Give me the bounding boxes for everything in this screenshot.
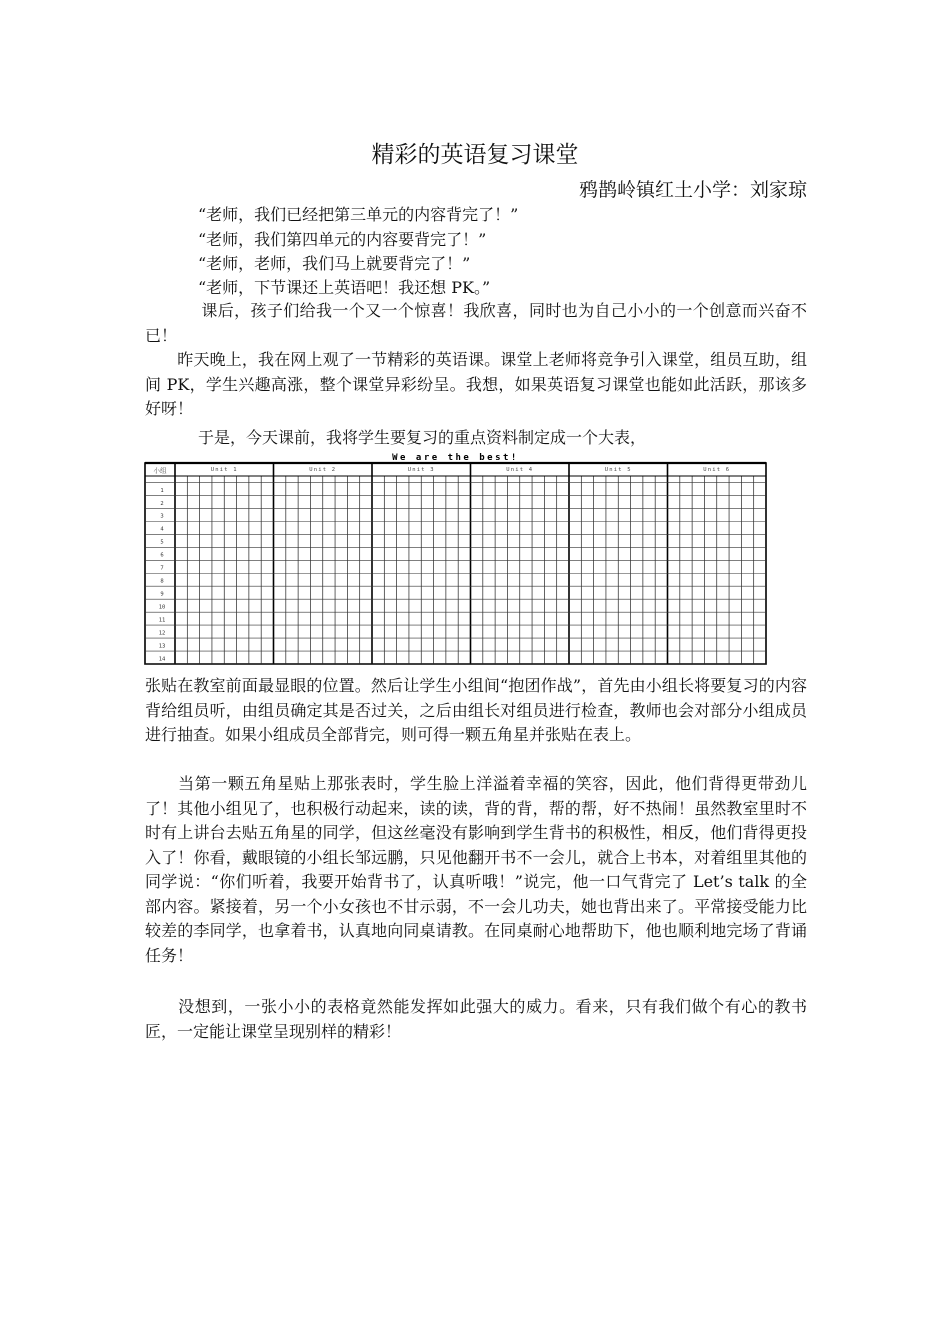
author-line: 鸦鹊岭镇红土小学：刘家琼 [578, 179, 807, 201]
paragraph-2: 昨天晚上，我在网上观了一节精彩的英语课。课堂上老师将竞争引入课堂，组员互助，组间 PK，学生兴趣高涨，整个课堂异彩纷呈。我想，如果英语复习课堂也能如此活跃，那该多好呀！ [145, 350, 807, 418]
row-label: 8 [160, 578, 164, 585]
paragraph-6: 没想到，一张小小的表格竟然能发挥如此强大的威力。看来，只有我们做个有心的教书匠，一定能让课堂呈现别样的精彩！ [145, 997, 807, 1041]
paragraph-1: 课后，孩子们给我一个又一个惊喜！我欣喜，同时也为自己小小的一个创意而兴奋不已！ [145, 301, 807, 345]
row-label: 10 [158, 604, 166, 611]
unit-header: Unit 4 [506, 467, 534, 473]
row-label: 1 [160, 487, 164, 494]
row-label: 7 [160, 565, 164, 572]
unit-header: Unit 3 [407, 467, 435, 473]
row-label: 9 [160, 591, 164, 598]
chart-title: We are the best! [392, 453, 519, 463]
chart-frame [145, 463, 766, 664]
quote-1: “老师，我们已经把第三单元的内容背完了！” [198, 205, 519, 224]
paragraph-5: 当第一颗五角星贴上那张表时，学生脸上洋溢着幸福的笑容，因此，他们背得更带劲儿了！其他小组见了，也积极行动起来，读的读，背的背，帮的帮，好不热闹！虽然教室里时不时有上讲台去贴五角星的同学，但这丝毫没有影响到学生背书的积极性，相反，他们背得更投入了！你看，戴眼镜的小组长邹远鹏，只见他翻开书不一会儿，就合上书本，对着组里其他的同学说：“你们听着，我要开始背书了，认真听哦！”说完，他一口气背完了 Let’s talk 的全部内容。紧接着，另一个小女孩也不甘示弱，不一会儿功夫，她也背出来了。平常接受能力比较差的李同学，也拿着书，认真地向同桌请教。在同桌耐心地帮助下，他也顺利地完场了背诵任务！ [145, 774, 807, 965]
quote-4: “老师，下节课还上英语吧！我还想 PK。” [198, 278, 491, 297]
unit-header: Unit 6 [703, 467, 731, 473]
paragraph-3: 于是，今天课前，我将学生要复习的重点资料制定成一个大表， [198, 428, 647, 447]
paragraph-4: 张贴在教室前面最显眼的位置。然后让学生小组间“抱团作战”，首先由小组长将要复习的内容背给组员听，由组员确定其是否过关，之后由组长对组员进行检查，教师也会对部分小组成员进行抽查。如果小组成员全部背完，则可得一颗五角星并张贴在表上。 [145, 676, 807, 744]
quote-3: “老师，老师，我们马上就要背完了！” [198, 254, 471, 273]
row-label: 2 [160, 500, 164, 507]
group-header: 小组 [153, 466, 167, 475]
row-label: 11 [158, 617, 166, 624]
review-chart [143, 450, 768, 667]
row-label: 4 [160, 526, 164, 533]
article-title: 精彩的英语复习课堂 [371, 142, 579, 168]
quote-2: “老师，我们第四单元的内容要背完了！” [198, 230, 487, 249]
row-label: 6 [160, 552, 164, 559]
row-label: 5 [160, 539, 164, 546]
row-label: 3 [160, 513, 164, 520]
unit-header: Unit 1 [210, 467, 238, 473]
unit-header: Unit 5 [604, 467, 632, 473]
row-label: 12 [158, 630, 166, 637]
unit-header: Unit 2 [309, 467, 337, 473]
row-label: 13 [158, 643, 166, 650]
row-label: 14 [158, 656, 166, 663]
